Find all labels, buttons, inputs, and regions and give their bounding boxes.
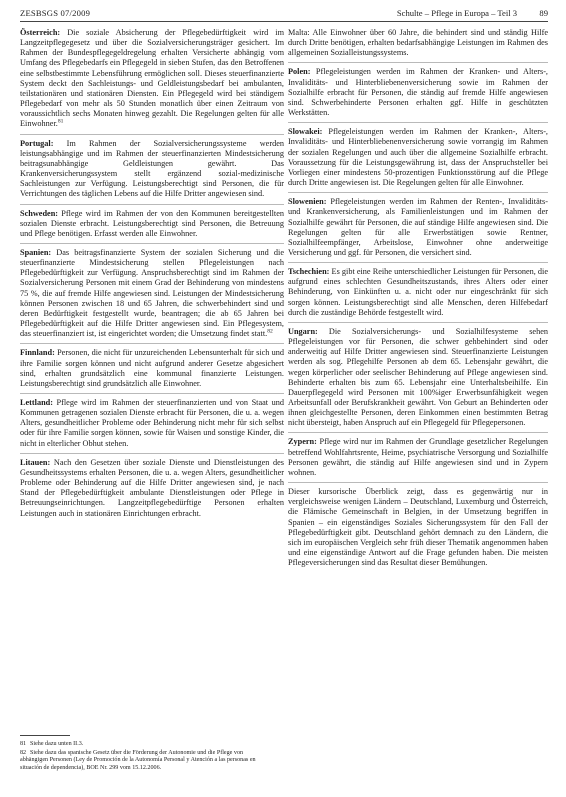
section-divider (20, 204, 284, 205)
country-label: Slowakei: (288, 127, 323, 137)
country-label: Spanien: (20, 247, 52, 257)
footnote-number: 81 (20, 741, 27, 747)
footnote-rule (20, 735, 70, 736)
section-divider (288, 322, 548, 323)
country-paragraph (20, 348, 284, 389)
footnote-text: Siehe dazu unten II.3. (30, 741, 84, 747)
paragraph-text: Pflege wird nur im Rahmen der Grundlage gesetzlicher Regelungen betreffend Wohlfahrtsrente, Heime, psychiatrische Versorgung und Sozialhilfe Personen gewährt, die ständig auf Hilfe angewiesen sind und in Zypern wohnen. (288, 437, 548, 477)
section-divider (20, 134, 284, 135)
country-label: Slowenien: (288, 197, 327, 207)
country-label: Portugal: (20, 138, 54, 148)
country-paragraph (20, 398, 284, 449)
footnote-text: Siehe dazu das spanische Gesetz über die Förderung der Autonomie und die Pflege von abhängigen Personen (Ley de Promoción de la Autonomía Personal y Atención a las personas en situación de dependencia), BOE Nr. 299 vom 15.12.2006. (20, 749, 256, 772)
country-paragraph (288, 487, 548, 568)
country-paragraph (20, 139, 284, 200)
country-paragraph (288, 267, 548, 318)
left-column (20, 28, 284, 519)
section-divider (20, 393, 284, 394)
country-paragraph (20, 209, 284, 239)
footnote-ref: 82 (267, 328, 273, 335)
country-label: Österreich: (20, 28, 61, 37)
journal-header: ZESBSGS 07/2009 (20, 8, 91, 18)
country-paragraph (288, 127, 548, 188)
country-paragraph (20, 458, 284, 519)
section-divider (288, 262, 548, 263)
section-divider (288, 482, 548, 483)
country-label: Litauen: (20, 457, 51, 467)
section-divider (20, 343, 284, 344)
country-label: Finnland: (20, 348, 55, 358)
paragraph-text: Pflege wird im Rahmen der steuerfinanzierten und von Staat und Kommunen getragenen sozialen Dienste erbracht für Personen, die u. a. wegen Alters, gesundheitlicher Probleme oder Behinderung nicht mehr für sich selbst oder für ihre Familie sorgen können, sowie für Waisen und sonstige Kinder, die nicht in elterlicher Obhut stehen. (20, 398, 284, 448)
section-divider (288, 432, 548, 433)
paragraph-text: Malta: Alle Einwohner über 60 Jahre, die behindert sind und ständig Hilfe durch Dritte benötigen, erhalten bedarfsabhängige Leistungen im Rahmen des allgemeinen Sozialleistungssystems. (288, 28, 548, 58)
country-paragraph (20, 28, 284, 130)
paragraph-text: Nach den Gesetzen über soziale Dienste und Dienstleistungen des Gesundheitssystems erhalten Personen, die u. a. wegen Alters, gesundheitlicher Probleme oder Behinderung auf die Hilfe Dritter angewiesen sind, je nach Stand der Pflegebedürftigkeit ambulante Dienstleistungen oder Pflege in Betreuungseinrichtungen. Langzeitpflegebedürftige Personen erhalten Leistungen auch in stationären Einrichtungen erbracht. (20, 457, 284, 518)
paragraph-text: Pflegeleistungen werden im Rahmen der Kranken-, Alters-, Invaliditäts- und Hinterbliebenenversicherung sowie vorrangig im Rahmen der sozialen Regelungen und auch über die allgemeine Sozialhilfe erbracht. Voraussetzung für die Leistungsgewährung ist, dass der Anspruchsteller bei Vorliegen einer mindestens 50-prozentigen Funktionsstörung auf die Pflege durch Dritte angewiesen ist. Die Regelungen gelten für alle Einwohner. (288, 127, 548, 188)
footnote (20, 750, 272, 773)
paragraph-text: Pflegeleistungen werden im Rahmen der Kranken- und Alters-, Invaliditäts- und Hinterbliebenenversicherung sowie im Rahmen der Sozialhilfe erbracht für Personen, die ständig auf fremde Hilfe angewiesen sind. Schwerbehinderte Personen erhalten ggf. Hilfe in geschützten Werkstätten. (288, 67, 548, 118)
footnote (20, 741, 272, 749)
footnotes (20, 741, 272, 774)
section-divider (288, 192, 548, 193)
paragraph-text: Pflege wird im Rahmen der von den Kommunen bereitgestellten sozialen Dienste erbracht. Leistungsberechtigt sind Personen, die Betreuung und Pflege benötigen. Erfasst werden alle Einwohner. (20, 208, 284, 238)
country-label: Zypern: (288, 437, 317, 447)
country-paragraph (288, 28, 548, 58)
country-label: Lettland: (20, 398, 53, 407)
paragraph-text: Die soziale Absicherung der Pflegebedürftigkeit wird im Langzeitpflegegesetz und über die Sozialversicherungsträger gesichert. Im Rahmen der Bundespflegegeldregelung erhalten Versicherte abhängig vom Umfang des Pflegebedarfs ein Pflegegeld in sieben Stufen, das den Betroffenen eine selbstbestimmte Lebensführung ermöglichen soll. Dieses steuerfinanzierte System deckt den Sachleistungs- und Geldleistungsbedarf bei ambulanten, teilstationären und stationären Diensten. Ein Pflegegeld wird bei ständigem Pflegebedarf von mehr als 50 Stunden monatlich über einen Zeitraum von voraussichtlich sechs Monaten hinweg gezahlt. Die Regelungen gelten für alle Einwohner. (20, 28, 284, 129)
paragraph-text: Dieser kursorische Überblick zeigt, dass es gegenwärtig nur in vergleichsweise wenigen Ländern – Deutschland, Luxemburg und Österreich, die Flämische Gemeinschaft in Belgien, in der Umsetzung begriffen in Spanien – ein eigenständiges Soziales Sicherungssystem für den Fall der Pflegebedürftigkeit gibt. Deutschland gehört demnach zu den Ländern, die sich im europäischen Vergleich sehr früh dieser Thematik angenommen haben und eine eigenständige Antwort auf die Frage gefunden haben. Die meisten Pflegeversicherungen sind das Resultat dieser Bemühungen. (288, 487, 548, 568)
country-paragraph (288, 327, 548, 429)
footnote-ref: 81 (57, 118, 64, 125)
country-label: Schweden: (20, 208, 59, 218)
country-label: Ungarn: (288, 326, 318, 336)
country-label: Tschechien: (288, 267, 330, 277)
page-number: 89 (539, 8, 548, 18)
running-title-text: Schulte – Pflege in Europa – Teil 3 (396, 8, 518, 18)
paragraph-text: Es gibt eine Reihe unterschiedlicher Leistungen für Personen, die aufgrund eines schlechten Gesundheitszustands, ihres Alters oder einer Behinderung, von Einkünften u. a. nicht oder nur eingeschränkt für sich sorgen können. Leistungsberechtigt sind alle Menschen, deren Hilfebedarf durch die zuständige Behörde festgestellt wird. (288, 267, 548, 317)
paragraph-text: Die Sozialversicherungs- und Sozialhilfesysteme sehen Pflegeleistungen vor für Personen, die schwer gehbehindert sind oder anderweitig auf Hilfe Dritter angewiesen sind. Steuerfinanzierte Leistungen werden als sog. Pflegehilfe Personen ab dem 65. Lebensjahr gewährt, die wegen körperlicher oder seelischer Behinderung auf Pflege angewiesen sind. Behinderte erhalten bis zum 65. Lebensjahr eine Unterhaltsbeihilfe. Ein Dauerpflegegeld wird Personen mit 100%iger Erwerbsunfähigkeit wegen Arbeitsunfall oder Berufskrankheit gewährt. Von Geburt an Behinderten oder ihnen gleichgestellte Personen, deren Einkommen einen bestimmten Betrag nicht übersteigt, haben Anspruch auf ein Pflegegeld für Pflegepersonen. (288, 326, 548, 428)
right-column (288, 28, 548, 568)
paragraph-text: Im Rahmen der Sozialversicherungssysteme werden leistungsabhängige und im Rahmen der steuerfinanzierten Mindestsicherung beitragsunabhängige Geldleistungen gewährt. Das Krankenversicherungssystem stellt ergänzend sozial-medizinische Sachleistungen zur Verfügung. Leistungsberechtigt sind Personen, die für Verrichtungen des täglichen Lebens auf die Hilfe Dritter angewiesen sind. (20, 138, 284, 199)
running-title (397, 8, 548, 18)
country-paragraph (288, 67, 548, 118)
section-divider (20, 243, 284, 244)
country-paragraph (20, 248, 284, 339)
paragraph-text: Pflegeleistungen werden im Rahmen der Renten-, Invaliditäts- und Krankenversicherung, als Familienleistungen und im Rahmen der Sozialhilfe gewährt für Personen, die auf ständige Hilfe angewiesen sind. Die Regelungen gelten für alle Erwerbstätigen sowie Rentner, Sozialhilfeempfänger, Arbeitslose, Einwohner ohne anderweitige Versicherung und ggf. für Personen, die versichert sind. (288, 197, 548, 257)
paragraph-text: Personen, die nicht für unzureichenden Lebensunterhalt für sich und ihre Familie sorgen können und nicht aufgrund anderer Gesetze abgesichert sind, erhalten grundsätzlich eine kommunal finanzierte Leistungen. Leistungsberechtigt sind grundsätzlich alle Einwohner. (20, 348, 284, 388)
footnote-number: 82 (20, 749, 27, 756)
section-divider (20, 453, 284, 454)
country-paragraph (288, 437, 548, 478)
country-paragraph (288, 197, 548, 258)
section-divider (288, 122, 548, 123)
section-divider (288, 62, 548, 63)
country-label: Polen: (288, 67, 311, 77)
paragraph-text: Das beitragsfinanzierte System der sozialen Sicherung und die steuerfinanzierte Mindestsicherung stellen Pflegeleistungen nach Pflegebedürftigkeit zur Verfügung. Anspruchsberechtigt sind im Rahmen der Sozialversicherung Personen mit einem Grad der Behinderung von mindestens 75 %, die auf fremde Hilfe angewiesen sind. Leistungen der Mindestsicherung können Personen zwischen 18 und 65 Jahren, die schwerbehindert sind und deren Bedürftigkeit festgestellt wurde, beantragen; die ab 65 Jahren bei Pflegebedürftigkeit auf die Hilfe Dritter angewiesen sind. Ein Pflegesystem, das steuerfinanziert ist, ist eingerichtet worden; die Umsetzung findet statt. (20, 247, 284, 339)
header-rule (20, 21, 548, 22)
